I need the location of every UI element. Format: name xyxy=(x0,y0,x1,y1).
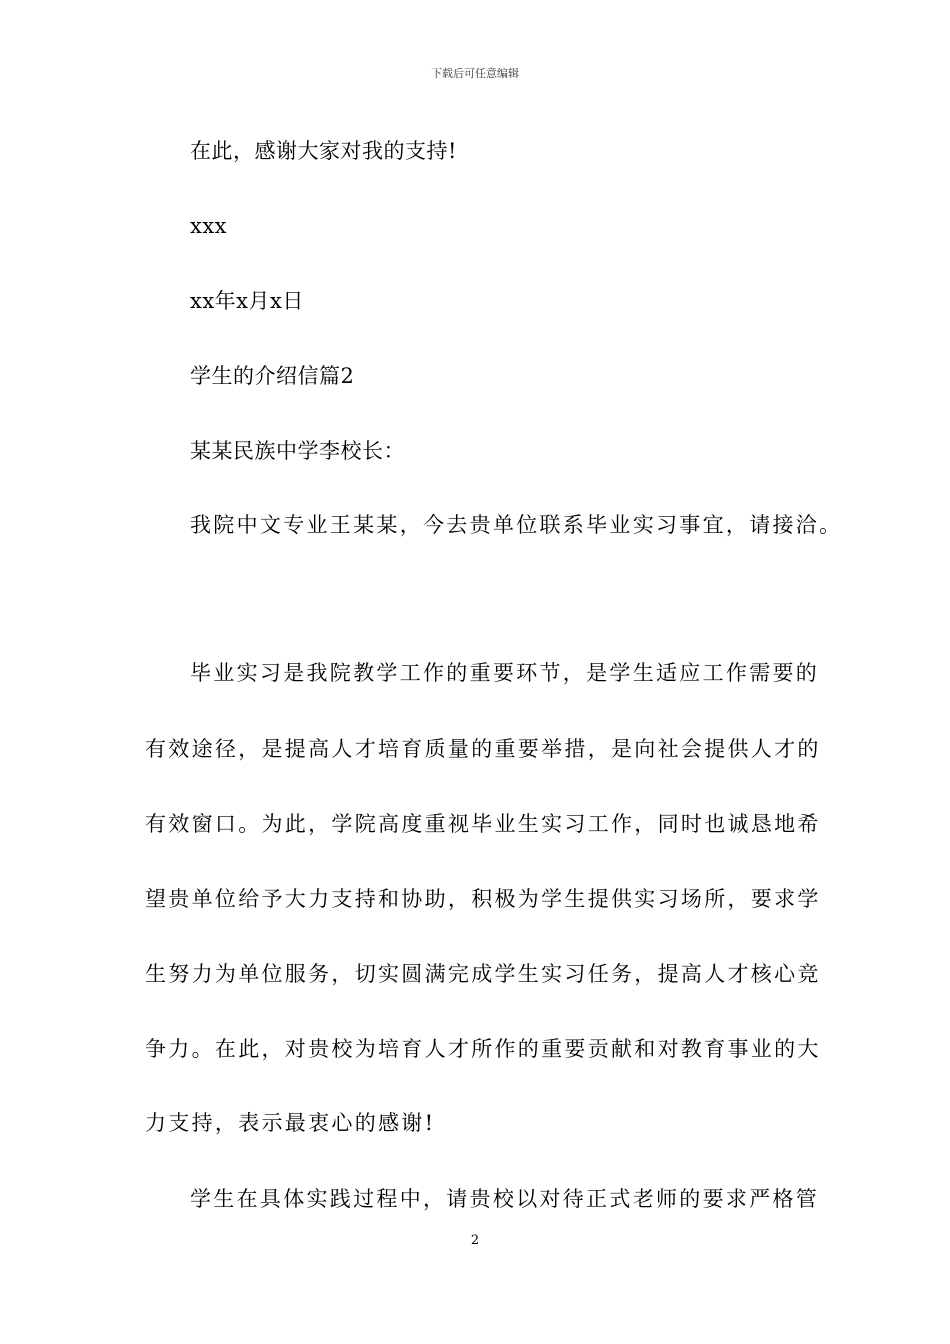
paragraph-line: 有效窗口。为此，学院高度重视毕业生实习工作，同时也诚恳地希 xyxy=(145,812,821,836)
paragraph-line: 毕业实习是我院教学工作的重要环节，是学生适应工作需要的 xyxy=(190,661,820,685)
paragraph-line: 学生在具体实践过程中，请贵校以对待正式老师的要求严格管 xyxy=(190,1187,820,1211)
paragraph-line: 有效途径，是提高人才培育质量的重要举措，是向社会提供人才的 xyxy=(145,737,821,761)
paragraph-line: 望贵单位给予大力支持和协助，积极为学生提供实习场所，要求学 xyxy=(145,887,821,911)
signature: xxx xyxy=(190,214,228,238)
section-title: 学生的介绍信篇2 xyxy=(190,364,355,388)
paragraph-line: 生努力为单位服务，切实圆满完成学生实习任务，提高人才核心竞 xyxy=(145,962,821,986)
date-line: xx年x月x日 xyxy=(190,289,304,313)
paragraph-line: 力支持，表示最衷心的感谢! xyxy=(145,1111,436,1135)
thanks-line: 在此，感谢大家对我的支持! xyxy=(190,139,457,163)
salutation: 某某民族中学李校长： xyxy=(190,439,405,463)
header-note: 下载后可任意编辑 xyxy=(431,67,519,80)
page-number: 2 xyxy=(470,1233,480,1248)
paragraph-line: 争力。在此，对贵校为培育人才所作的重要贡献和对教育事业的大 xyxy=(145,1037,821,1061)
intro-paragraph: 我院中文专业王某某，今去贵单位联系毕业实习事宜，请接洽。 xyxy=(190,513,843,537)
